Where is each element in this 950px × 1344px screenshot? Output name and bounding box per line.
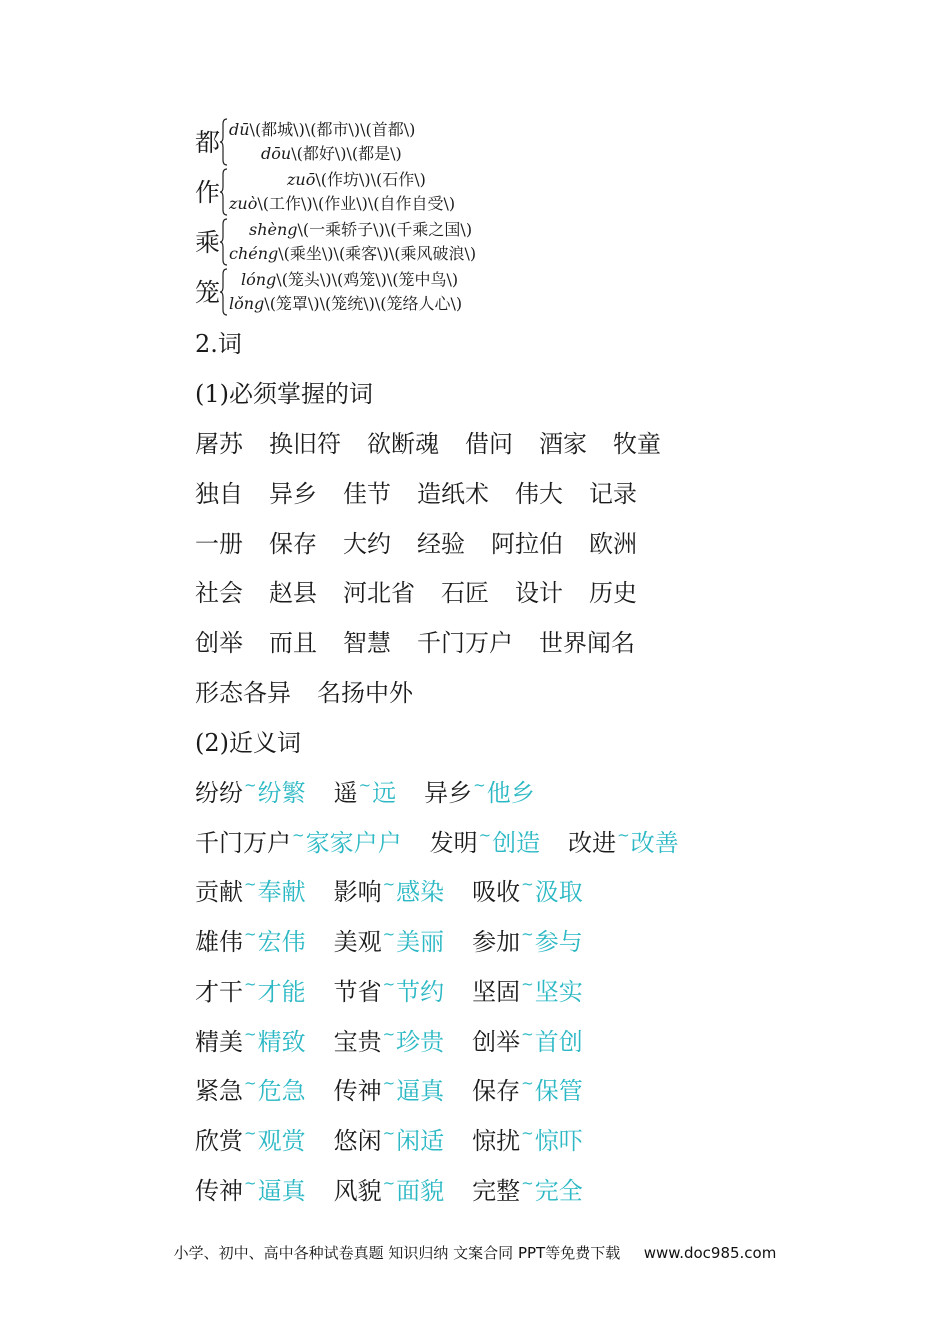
tilde-separator: ~ [382,1124,396,1142]
polyphone-reading [229,118,415,141]
synonym-row [195,778,535,811]
vocab-word: 记录 [589,480,637,508]
vocab-word: 佳节 [343,480,391,508]
synonym-answer: 创造 [492,829,541,857]
synonym-word: 保存 [472,1077,521,1105]
synonym-answer: 珍贵 [396,1028,445,1056]
word-row [195,429,661,459]
example-words: \(工作\)\(作业\)\(自作自受\) [257,194,456,213]
tilde-separator: ~ [244,1074,257,1092]
vocab-word: 酒家 [539,430,587,458]
synonym-answer: 奉献 [257,878,306,906]
synonym-answer: 精致 [257,1028,306,1056]
synonym-answer: 改善 [630,829,679,857]
synonym-row [195,828,679,861]
synonym-word: 欣赏 [195,1127,243,1155]
synonym-word: 影响 [333,878,382,906]
synonym-answer: 纷繁 [257,779,306,807]
synonym-word: 千门万户 [195,829,291,857]
tilde-separator: ~ [244,776,257,794]
synonym-word: 雄伟 [195,928,243,956]
vocab-word: 而且 [269,629,317,657]
vocab-word: 经验 [417,530,465,558]
brace-icon [219,268,228,316]
word-row [195,529,637,559]
vocab-word: 换旧符 [269,430,341,458]
vocab-word: 创举 [195,629,243,657]
vocab-word: 形态各异 [195,679,291,707]
synonym-answer: 坚实 [534,978,583,1006]
vocab-word: 千门万户 [417,629,513,657]
synonym-answer: 他乡 [486,779,535,807]
synonym-word: 传神 [195,1177,243,1205]
vocab-word: 历史 [589,579,637,607]
synonym-answer: 惊吓 [534,1127,583,1155]
synonym-answer: 保管 [534,1077,583,1105]
polyphone-char: 笼 [195,278,221,307]
vocab-word: 欲断魂 [367,430,439,458]
vocab-word: 河北省 [343,579,415,607]
synonym-word: 纷纷 [195,779,243,807]
vocab-word: 独自 [195,480,243,508]
footer-site-link[interactable]: www.doc985.com [643,1244,777,1262]
polyphone-char: 都 [195,128,221,157]
footer [0,1242,950,1263]
synonym-word: 传神 [333,1077,382,1105]
synonym-word: 改进 [568,829,617,857]
synonym-answer: 美丽 [396,928,445,956]
polyphone-reading [249,218,472,241]
tilde-separator: ~ [521,1124,534,1142]
synonym-answer: 宏伟 [257,928,306,956]
synonym-word: 节省 [333,978,382,1006]
tilde-separator: ~ [244,1025,257,1043]
vocab-word: 社会 [195,579,243,607]
synonym-answer: 节约 [396,978,445,1006]
word-row [195,628,635,658]
tilde-separator: ~ [244,875,257,893]
tilde-separator: ~ [617,826,630,844]
footer-text: 小学、初中、高中各种试卷真题 知识归纳 文案合同 PPT等免费下载 [173,1244,621,1262]
synonym-row [195,927,583,960]
vocab-word: 牧童 [613,430,661,458]
vocab-word: 智慧 [343,629,391,657]
brace-icon [219,118,228,166]
synonym-row [195,1076,583,1109]
pinyin: zuò [229,194,258,213]
synonym-answer: 面貌 [396,1177,445,1205]
polyphone-reading [229,292,462,315]
synonym-word: 紧急 [195,1077,243,1105]
tilde-separator: ~ [382,925,396,943]
example-words: \(都好\)\(都是\) [291,144,402,163]
tilde-separator: ~ [478,826,492,844]
example-words: \(作坊\)\(石作\) [315,170,426,189]
synonym-row [195,977,583,1010]
vocab-word: 大约 [343,530,391,558]
vocab-word: 借问 [465,430,513,458]
vocab-word: 欧洲 [589,530,637,558]
synonym-word: 惊扰 [472,1127,521,1155]
vocab-word: 保存 [269,530,317,558]
tilde-separator: ~ [521,1074,534,1092]
synonym-answer: 家家户户 [305,829,402,857]
tilde-separator: ~ [244,925,257,943]
tilde-separator: ~ [244,1124,257,1142]
tilde-separator: ~ [382,1174,396,1192]
vocab-word: 造纸术 [417,480,489,508]
section-title: 2.词 [195,330,242,358]
polyphone-char: 乘 [195,228,221,257]
synonym-row [195,1176,583,1209]
synonym-word: 吸收 [472,878,521,906]
synonym-word: 完整 [472,1177,521,1205]
synonym-word: 风貌 [333,1177,382,1205]
synonym-word: 贡献 [195,878,243,906]
word-row [195,678,413,708]
synonym-word: 遥 [333,779,358,807]
tilde-separator: ~ [521,1025,534,1043]
polyphone-char: 作 [195,178,221,207]
synonym-row [195,877,583,910]
tilde-separator: ~ [382,1025,396,1043]
synonym-answer: 危急 [257,1077,306,1105]
pinyin: shèng [249,220,298,239]
brace-icon [219,168,228,216]
synonym-answer: 闲适 [396,1127,445,1155]
pinyin: lóng [241,270,277,289]
synonym-answer: 首创 [534,1028,583,1056]
vocab-word: 一册 [195,530,243,558]
synonym-word: 精美 [195,1028,243,1056]
polyphone-entry [195,218,695,268]
synonym-answer: 参与 [534,928,583,956]
synonym-answer: 汲取 [534,878,583,906]
tilde-separator: ~ [521,1174,534,1192]
tilde-separator: ~ [292,826,305,844]
synonym-word: 悠闲 [333,1127,382,1155]
synonym-word: 美观 [333,928,382,956]
synonym-answer: 逼真 [257,1177,306,1205]
vocab-word: 赵县 [269,579,317,607]
synonym-answer: 才能 [257,978,306,1006]
tilde-separator: ~ [521,925,534,943]
vocab-word: 名扬中外 [317,679,413,707]
vocab-word: 异乡 [269,480,317,508]
pinyin: chéng [229,244,279,263]
synonym-row [195,1126,583,1159]
polyphone-entry [195,268,695,318]
example-words: \(笼罩\)\(笼统\)\(笼络人心\) [264,294,463,313]
synonyms-heading: (2)近义词 [195,729,301,757]
tilde-separator: ~ [244,1174,257,1192]
word-row [195,578,637,608]
tilde-separator: ~ [382,975,396,993]
synonym-word: 宝贵 [333,1028,382,1056]
synonym-answer: 完全 [534,1177,583,1205]
pinyin: dū [229,120,250,139]
polyphone-reading [229,242,476,265]
vocab-word: 世界闻名 [539,629,635,657]
vocab-word: 屠苏 [195,430,243,458]
tilde-separator: ~ [521,875,534,893]
synonym-answer: 远 [372,779,397,807]
synonym-word: 参加 [472,928,521,956]
brace-icon [219,218,228,266]
polyphone-reading [241,268,458,291]
polyphone-entry [195,118,695,168]
tilde-separator: ~ [473,776,486,794]
vocab-word: 设计 [515,579,563,607]
vocab-word: 伟大 [515,480,563,508]
synonym-row [195,1027,583,1060]
polyphone-reading [287,168,426,191]
vocab-word: 阿拉伯 [491,530,563,558]
must-master-heading: (1)必须掌握的词 [195,380,373,408]
vocab-word: 石匠 [441,579,489,607]
tilde-separator: ~ [382,1074,396,1092]
synonym-word: 坚固 [472,978,521,1006]
synonym-answer: 感染 [396,878,445,906]
synonym-word: 异乡 [424,779,473,807]
example-words: \(都城\)\(都市\)\(首都\) [249,120,416,139]
example-words: \(一乘轿子\)\(千乘之国\) [297,220,473,239]
pinyin: zuō [287,170,316,189]
word-row [195,479,637,509]
tilde-separator: ~ [521,975,534,993]
polyphone-reading [229,192,455,215]
tilde-separator: ~ [358,776,372,794]
synonym-word: 发明 [429,829,478,857]
polyphone-reading [261,142,402,165]
example-words: \(笼头\)\(鸡笼\)\(笼中鸟\) [276,270,459,289]
synonym-answer: 观赏 [257,1127,306,1155]
tilde-separator: ~ [244,975,257,993]
synonym-word: 才干 [195,978,243,1006]
example-words: \(乘坐\)\(乘客\)\(乘风破浪\) [278,244,477,263]
pinyin: lǒng [229,294,265,313]
synonym-answer: 逼真 [396,1077,445,1105]
polyphone-entry [195,168,695,218]
synonym-word: 创举 [472,1028,521,1056]
pinyin: dōu [261,144,292,163]
tilde-separator: ~ [382,875,396,893]
